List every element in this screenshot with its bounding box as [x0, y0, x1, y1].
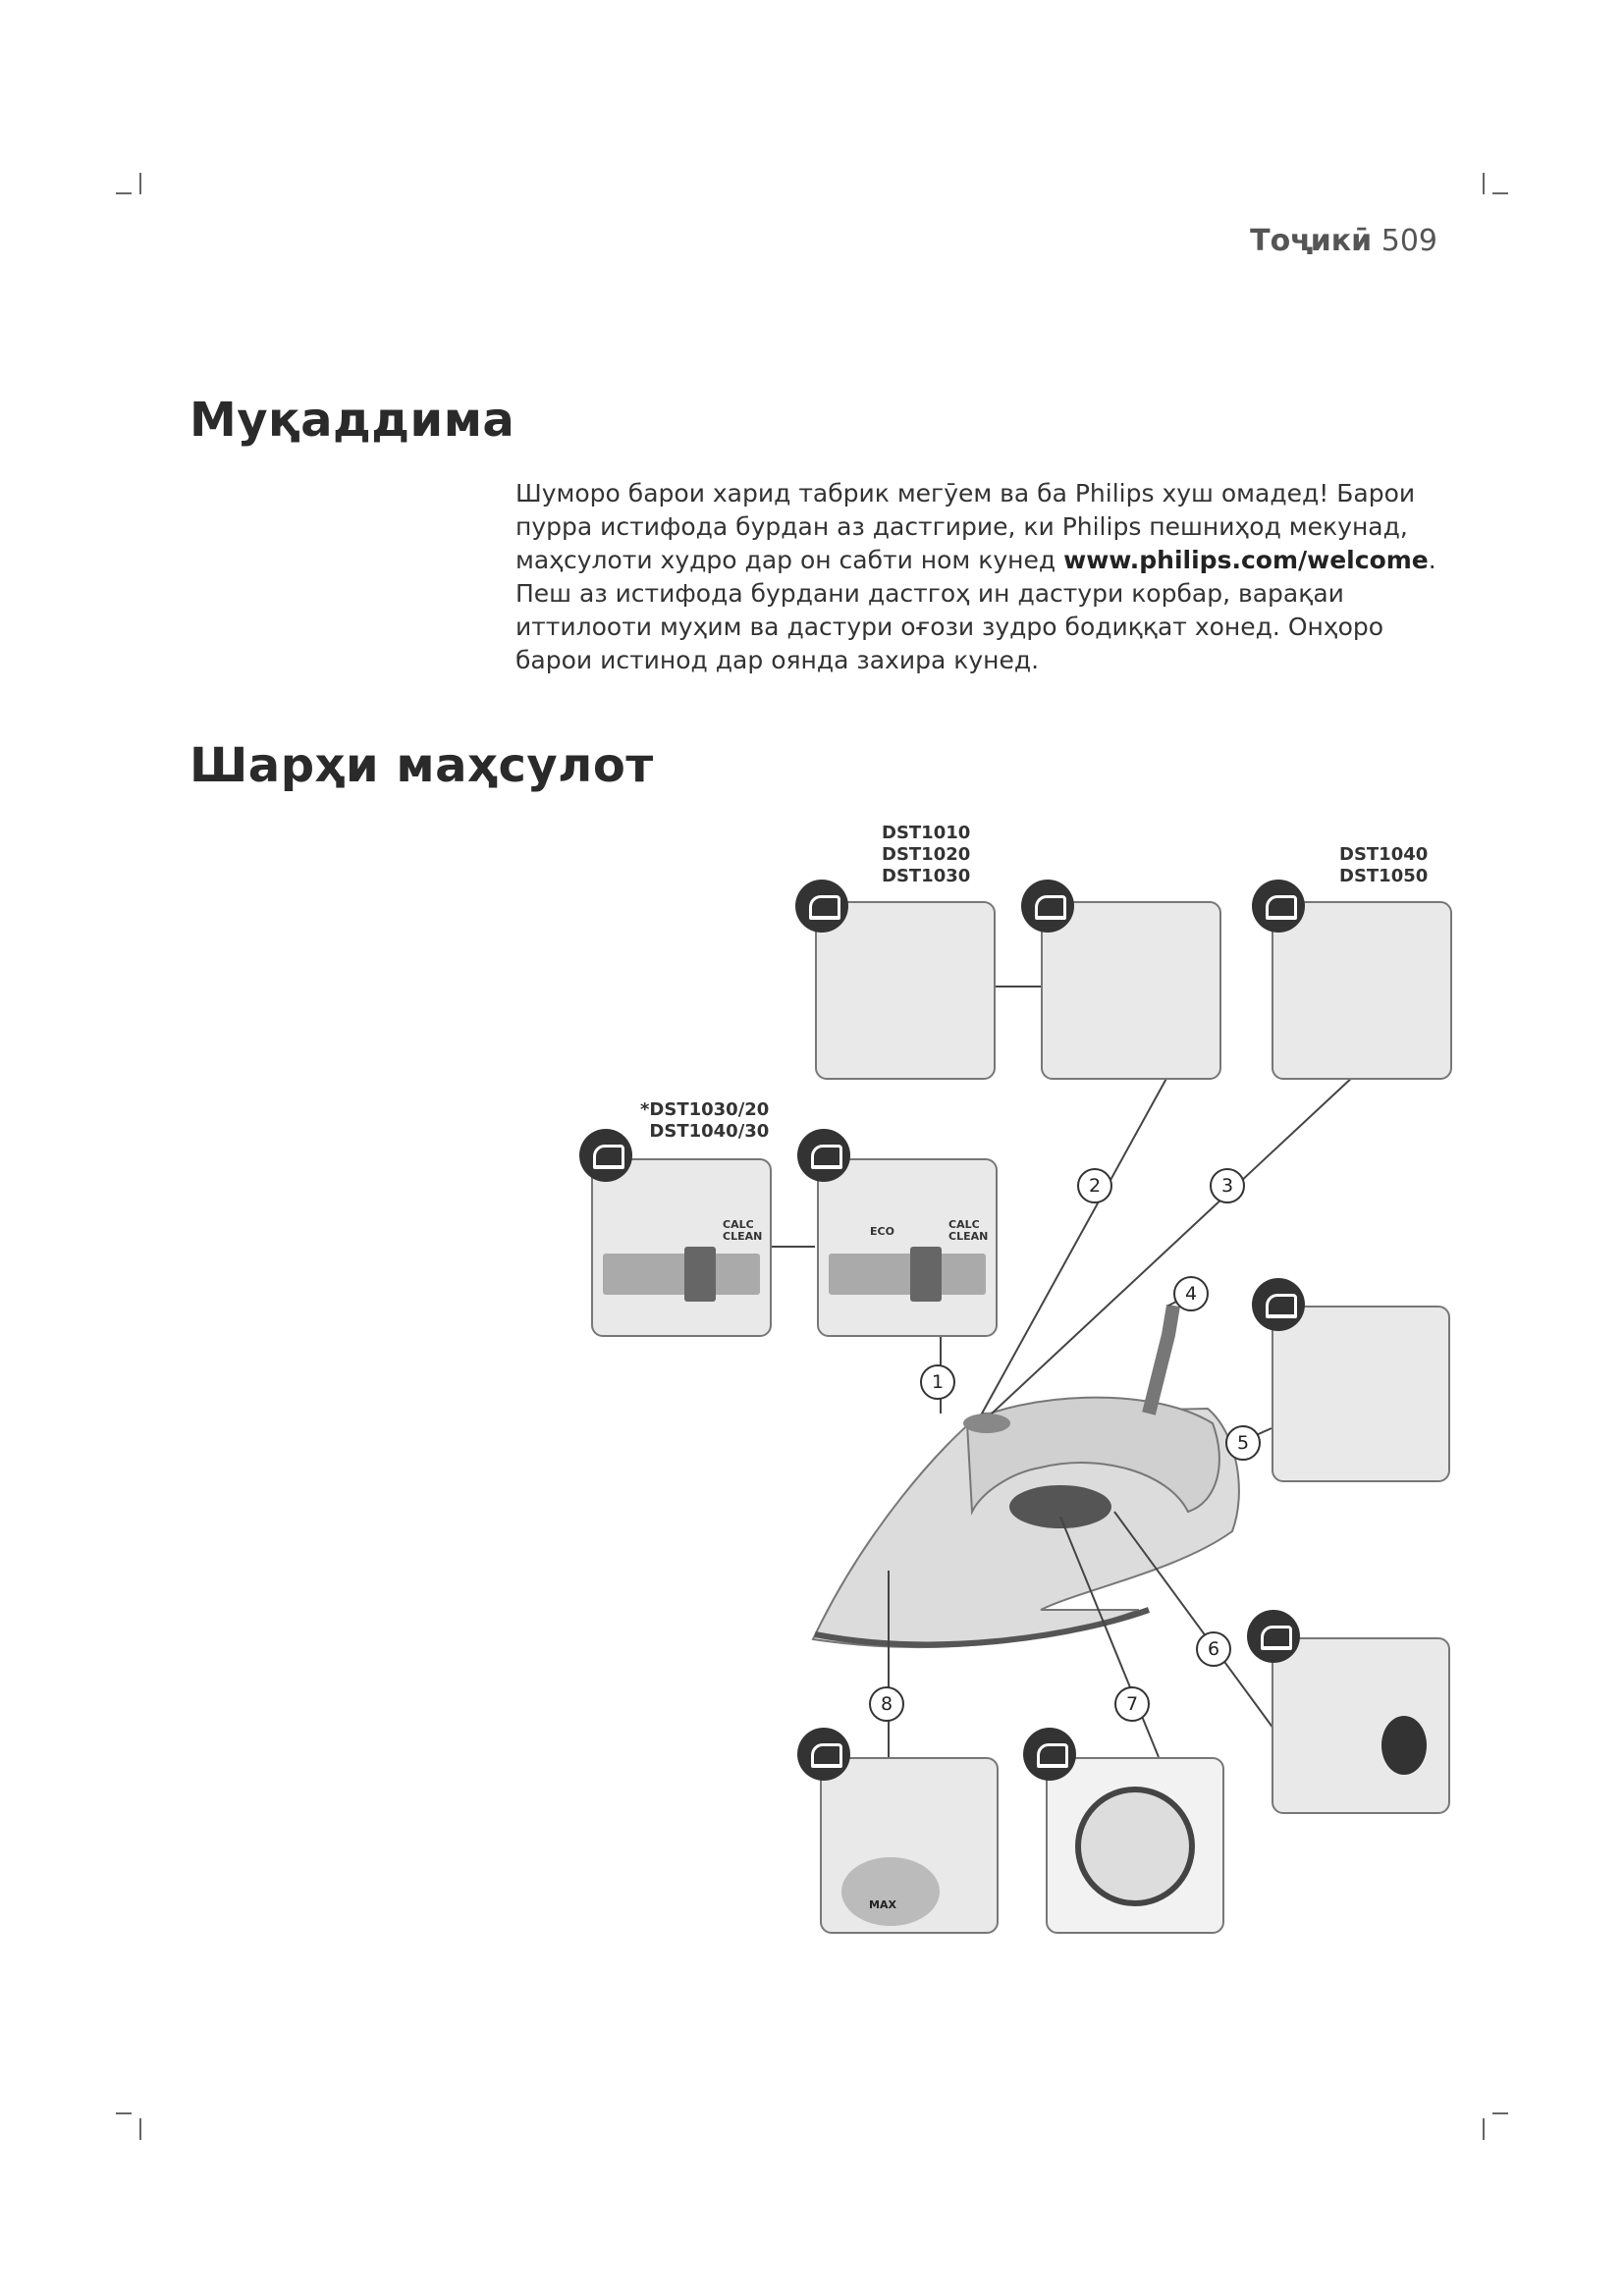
callout-5: 5: [1225, 1425, 1261, 1461]
intro-text-start: Шуморо барои харид табрик мегӯем ва ба Philips хуш омадед! Барои пурра истифода бурдан аз дастгирие, ки Philips пешниҳод мекунад, маҳсулоти худро дар он сабти ном кунед: [515, 479, 1416, 574]
model-label: *DST1030/20: [640, 1099, 770, 1120]
section-title-overview: Шарҳи маҳсулот: [189, 738, 654, 793]
eco-label: ECO: [870, 1225, 894, 1238]
iron-calc-icon: [797, 1129, 850, 1182]
callout-6: 6: [1196, 1631, 1231, 1667]
iron-steam-icon: [1021, 880, 1074, 933]
model-label: DST1040: [1339, 844, 1429, 865]
panel-soleplate: [1272, 1306, 1450, 1482]
panel-indicator-light: [1272, 1637, 1450, 1814]
clean-label: CLEAN: [948, 1230, 989, 1243]
panel-spray: [1272, 901, 1452, 1080]
model-label: DST1050: [1339, 866, 1429, 886]
panel-water-fill: [820, 1757, 999, 1934]
page-number: 509: [1380, 224, 1437, 258]
callout-8: 8: [869, 1686, 904, 1722]
callout-1: 1: [920, 1364, 955, 1400]
panel-temperature-dial: [1046, 1757, 1224, 1934]
model-label: DST1040/30: [649, 1121, 770, 1142]
iron-spray-icon: [1252, 880, 1305, 933]
callout-3: 3: [1210, 1168, 1245, 1203]
iron-calc-icon: [579, 1129, 632, 1182]
water-fill-icon: [797, 1728, 850, 1781]
welcome-link[interactable]: www.philips.com/welcome: [1063, 546, 1429, 574]
panel-steam-slider-b: [817, 1158, 998, 1337]
panel-steam-boost-a: [815, 901, 996, 1080]
calc-label: CALC: [723, 1218, 754, 1231]
callout-7: 7: [1114, 1686, 1150, 1722]
section-title-intro: Муқаддима: [189, 393, 515, 448]
clean-label: CLEAN: [723, 1230, 763, 1243]
model-label: DST1010: [882, 823, 971, 843]
calc-label: CALC: [948, 1218, 980, 1231]
panel-steam-boost-b: [1041, 901, 1221, 1080]
iron-steam-icon: [795, 880, 848, 933]
max-label: MAX: [869, 1898, 896, 1911]
callout-4: 4: [1173, 1276, 1209, 1311]
model-label: DST1030: [882, 866, 971, 886]
language-label: Тоҷикӣ: [1250, 224, 1373, 258]
intro-text-end: . Пеш аз истифода бурдани дастгоҳ ин дастури корбар, варақаи иттилооти муҳим ва дастури оғози зудро бодиққат хонед. Онҳоро барои истинод дар оянда захира кунед.: [515, 546, 1436, 674]
iron-soleplate-icon: [1252, 1278, 1305, 1331]
panel-steam-slider-a: [591, 1158, 772, 1337]
model-label: DST1020: [882, 844, 971, 865]
iron-light-icon: [1247, 1610, 1300, 1663]
temperature-dial-icon: [1023, 1728, 1076, 1781]
callout-2: 2: [1077, 1168, 1112, 1203]
